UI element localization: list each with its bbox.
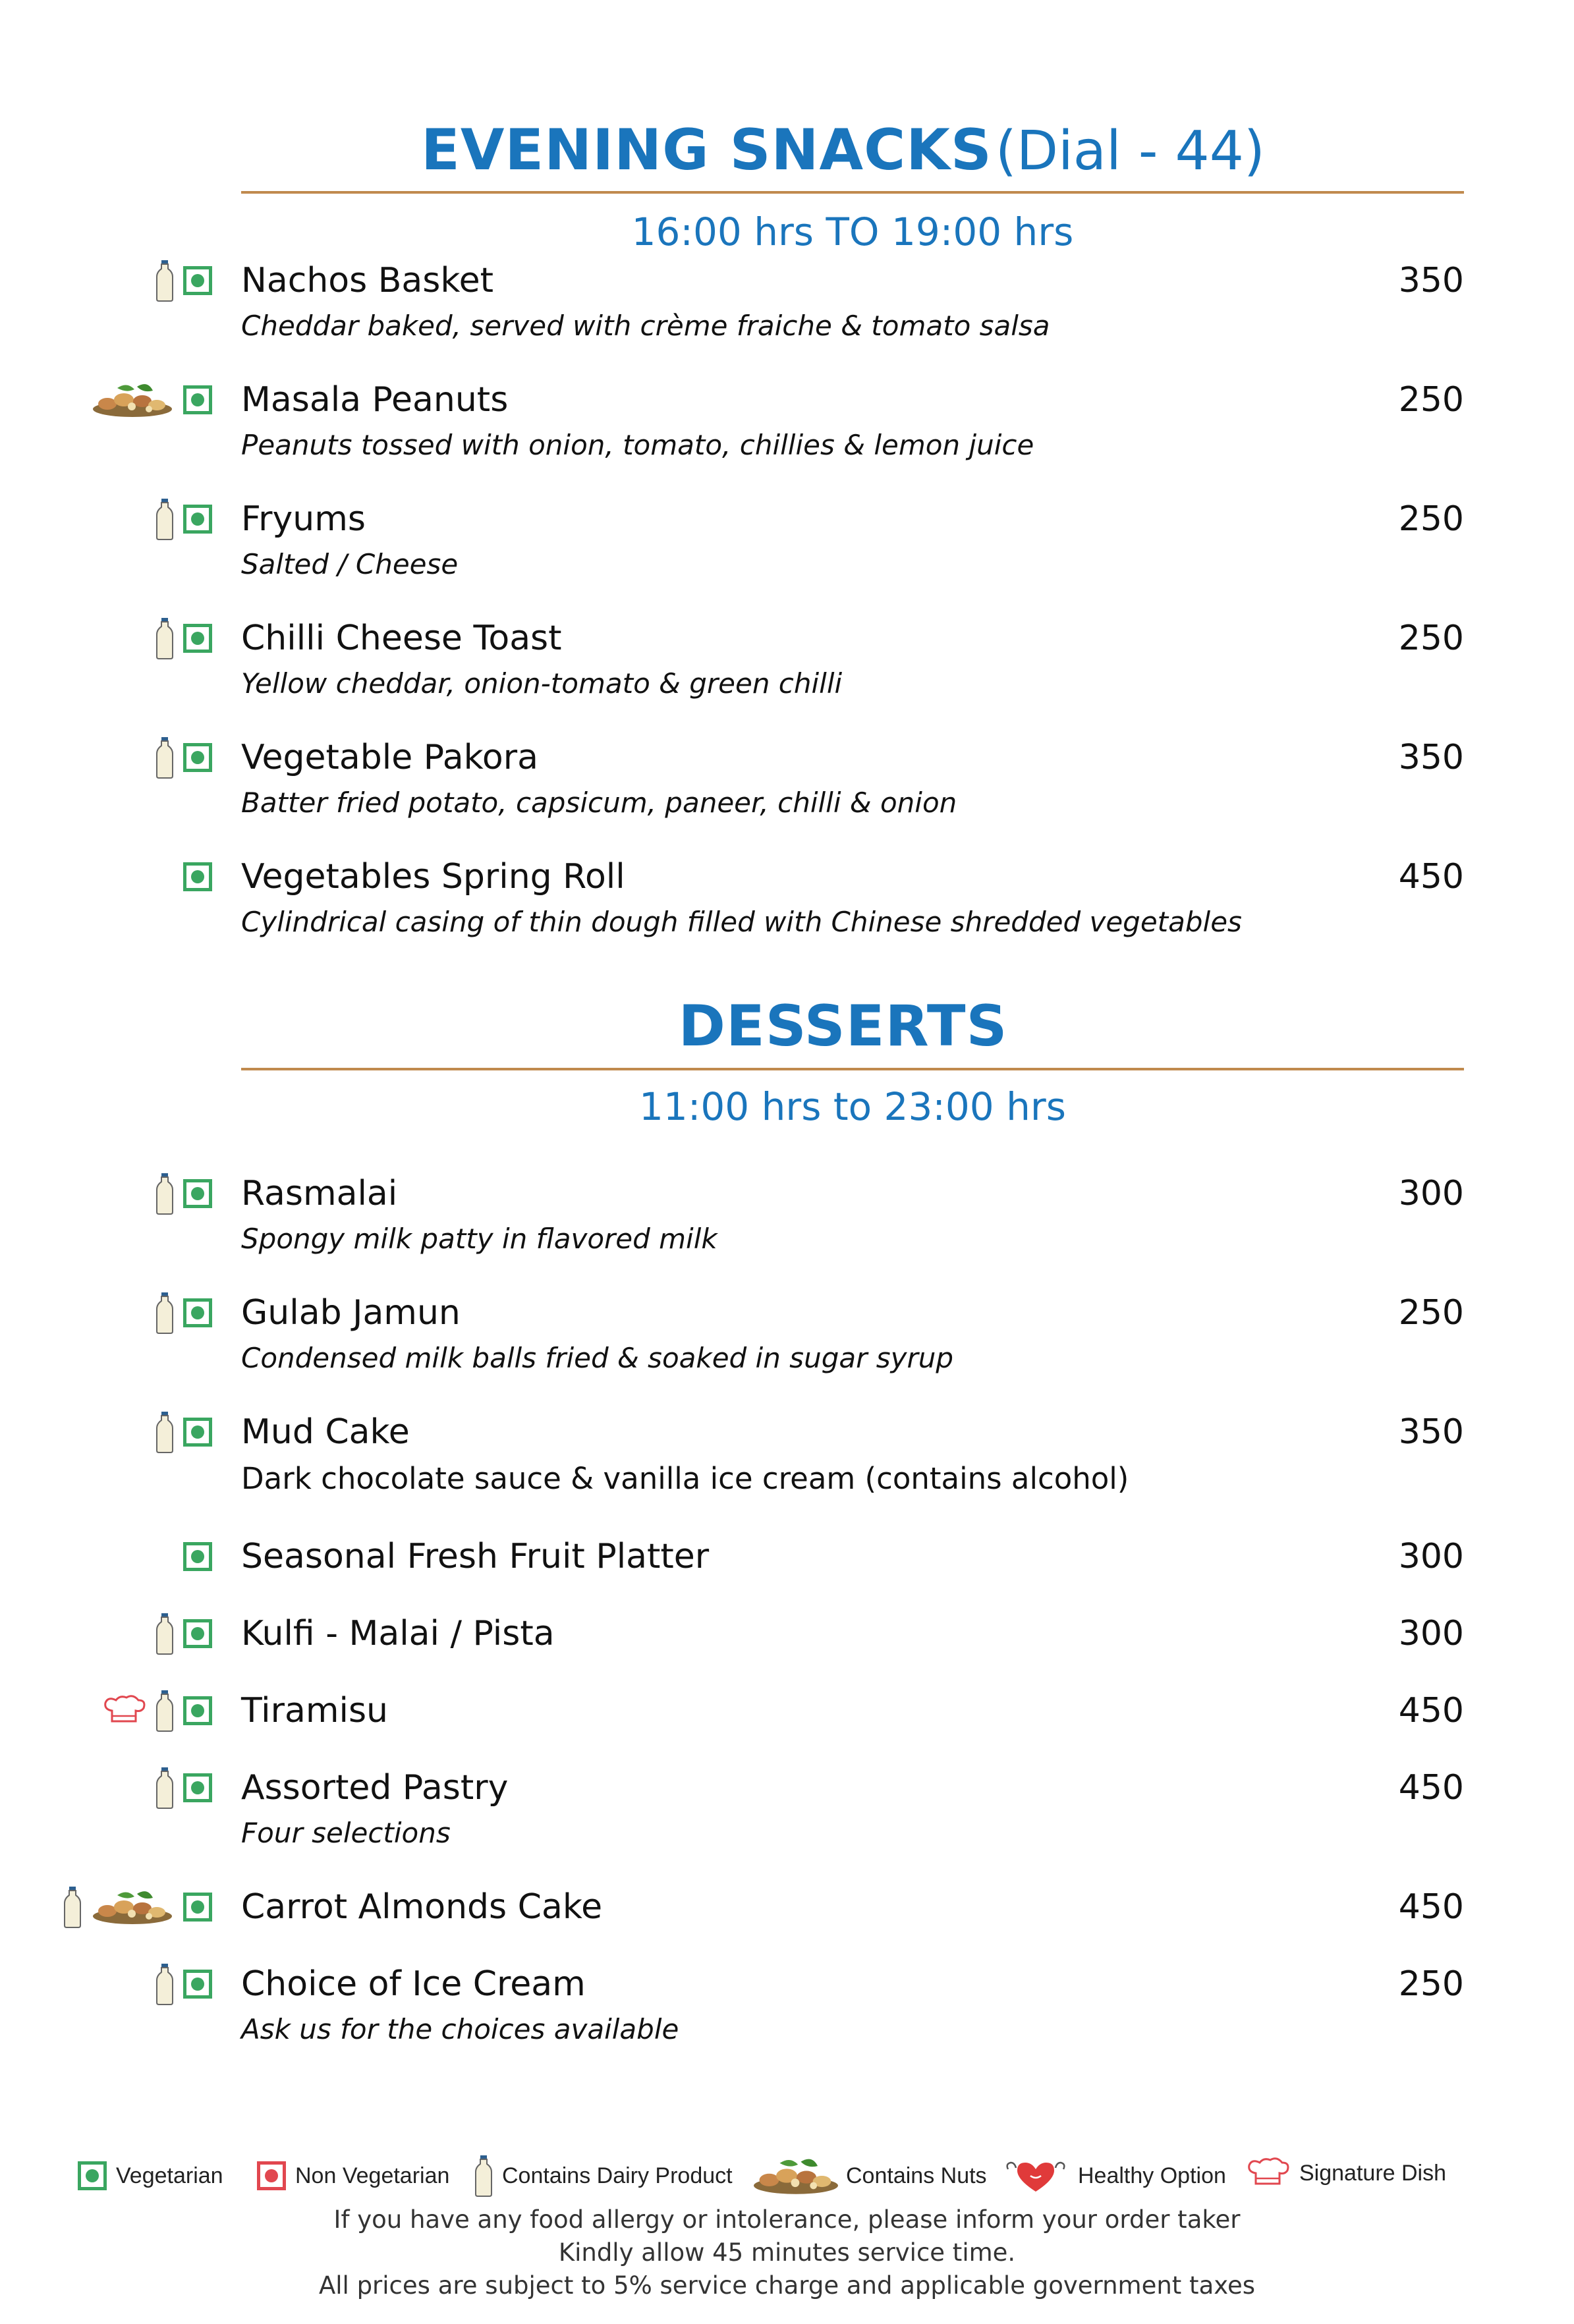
item-price: 250 bbox=[1398, 619, 1464, 658]
dairy-icon bbox=[155, 1292, 174, 1334]
legend-non-vegetarian bbox=[257, 2153, 449, 2199]
item-icons bbox=[155, 1292, 212, 1333]
legend-healthy bbox=[1003, 2153, 1226, 2199]
item-description: Batter fried potato, capsicum, paneer, chilli & onion bbox=[241, 787, 957, 819]
nuts-icon bbox=[91, 1887, 174, 1927]
legend bbox=[0, 2153, 1574, 2199]
item-name: Gulab Jamun bbox=[241, 1293, 461, 1333]
item-name: Kulfi - Malai / Pista bbox=[241, 1614, 555, 1653]
dairy-icon bbox=[155, 1963, 174, 2005]
snacks-hours: 16:00 hrs TO 19:00 hrs bbox=[631, 209, 1074, 254]
vegetarian-icon bbox=[183, 1970, 212, 1999]
dairy-icon bbox=[155, 1613, 174, 1655]
item-description: Condensed milk balls fried & soaked in sugar syrup bbox=[241, 1342, 953, 1374]
dairy-icon bbox=[155, 260, 174, 302]
item-name: Nachos Basket bbox=[241, 261, 494, 300]
item-icons bbox=[155, 1767, 212, 1808]
item-name: Mud Cake bbox=[241, 1412, 410, 1452]
item-description: Ask us for the choices available bbox=[241, 2013, 679, 2045]
item-icons bbox=[183, 856, 212, 897]
item-name: Assorted Pastry bbox=[241, 1768, 509, 1808]
desserts-title-strong: DESSERTS bbox=[678, 993, 1008, 1059]
legend-signature bbox=[1247, 2150, 1446, 2196]
item-price: 250 bbox=[1398, 380, 1464, 420]
legend-label: Healthy Option bbox=[1078, 2163, 1226, 2188]
dairy-icon bbox=[155, 1767, 174, 1809]
item-name: Masala Peanuts bbox=[241, 380, 509, 420]
vegetarian-icon bbox=[183, 1619, 212, 1648]
item-name: Tiramisu bbox=[241, 1691, 389, 1730]
legend-vegetarian bbox=[78, 2153, 223, 2199]
item-price: 450 bbox=[1398, 1691, 1464, 1730]
item-description: Four selections bbox=[241, 1817, 451, 1849]
snacks-title-dial: (Dial - 44) bbox=[995, 120, 1265, 182]
item-name: Rasmalai bbox=[241, 1174, 398, 1213]
item-price: 300 bbox=[1398, 1537, 1464, 1576]
item-name: Fryums bbox=[241, 499, 366, 539]
snacks-title-strong: EVENING SNACKS bbox=[421, 117, 992, 183]
item-price: 300 bbox=[1398, 1614, 1464, 1653]
item-price: 250 bbox=[1398, 1964, 1464, 2004]
item-price: 250 bbox=[1398, 1293, 1464, 1333]
item-description: Salted / Cheese bbox=[241, 548, 459, 580]
vegetarian-icon bbox=[183, 1696, 212, 1725]
item-name: Vegetables Spring Roll bbox=[241, 857, 625, 897]
item-price: 450 bbox=[1398, 1887, 1464, 1927]
allergy-notice: If you have any food allergy or intolerance, please inform your order taker bbox=[333, 2205, 1241, 2234]
item-icons bbox=[155, 1173, 212, 1214]
vegetarian-icon bbox=[183, 1298, 212, 1327]
vegetarian-icon bbox=[183, 624, 212, 653]
snacks-divider bbox=[241, 191, 1464, 194]
healthy-heart-icon bbox=[1003, 2157, 1069, 2194]
service-time-notice: Kindly allow 45 minutes service time. bbox=[558, 2238, 1016, 2267]
item-icons bbox=[155, 260, 212, 301]
item-icons bbox=[183, 1536, 212, 1577]
legend-nuts bbox=[750, 2153, 987, 2199]
item-icons bbox=[63, 1887, 212, 1927]
item-icons bbox=[155, 499, 212, 540]
item-icons bbox=[155, 1964, 212, 2005]
dairy-icon bbox=[474, 2155, 493, 2197]
signature-dish-icon bbox=[1247, 2157, 1290, 2189]
vegetarian-icon bbox=[78, 2161, 107, 2190]
item-description: Yellow cheddar, onion-tomato & green chilli bbox=[241, 667, 843, 700]
tax-notice: All prices are subject to 5% service charge and applicable government taxes bbox=[318, 2271, 1256, 2300]
vegetarian-icon bbox=[183, 385, 212, 414]
vegetarian-icon bbox=[183, 266, 212, 295]
dairy-icon bbox=[155, 1411, 174, 1453]
item-price: 350 bbox=[1398, 738, 1464, 777]
item-name: Seasonal Fresh Fruit Platter bbox=[241, 1537, 710, 1576]
vegetarian-icon bbox=[183, 505, 212, 534]
signature-dish-icon bbox=[103, 1695, 146, 1727]
item-name: Vegetable Pakora bbox=[241, 738, 538, 777]
legend-label: Non Vegetarian bbox=[295, 2163, 450, 2188]
snacks-title bbox=[0, 117, 1574, 183]
item-price: 250 bbox=[1398, 499, 1464, 539]
item-price: 450 bbox=[1398, 1768, 1464, 1808]
item-icons bbox=[155, 1412, 212, 1452]
item-description: Cheddar baked, served with crème fraiche & tomato salsa bbox=[241, 310, 1050, 342]
vegetarian-icon bbox=[183, 1893, 212, 1922]
legend-label: Signature Dish bbox=[1299, 2160, 1447, 2186]
item-icons bbox=[155, 618, 212, 659]
legend-label: Vegetarian bbox=[116, 2163, 223, 2188]
non-vegetarian-icon bbox=[257, 2161, 286, 2190]
vegetarian-icon bbox=[183, 743, 212, 772]
vegetarian-icon bbox=[183, 1542, 212, 1571]
item-price: 300 bbox=[1398, 1174, 1464, 1213]
legend-label: Contains Nuts bbox=[846, 2163, 987, 2188]
desserts-title bbox=[0, 993, 1574, 1059]
legend-label: Contains Dairy Product bbox=[502, 2163, 733, 2188]
dairy-icon bbox=[155, 1173, 174, 1215]
item-icons bbox=[155, 1613, 212, 1654]
item-price: 350 bbox=[1398, 261, 1464, 300]
dairy-icon bbox=[63, 1886, 82, 1928]
item-icons bbox=[155, 737, 212, 778]
vegetarian-icon bbox=[183, 1418, 212, 1447]
item-icons bbox=[103, 1690, 212, 1731]
item-description: Peanuts tossed with onion, tomato, chillies & lemon juice bbox=[241, 429, 1034, 461]
item-name: Choice of Ice Cream bbox=[241, 1964, 586, 2004]
item-price: 350 bbox=[1398, 1412, 1464, 1452]
dairy-icon bbox=[155, 1690, 174, 1732]
item-description: Dark chocolate sauce & vanilla ice cream (contains alcohol) bbox=[241, 1461, 1129, 1496]
item-name: Carrot Almonds Cake bbox=[241, 1887, 603, 1927]
desserts-hours: 11:00 hrs to 23:00 hrs bbox=[639, 1084, 1066, 1129]
dairy-icon bbox=[155, 498, 174, 540]
vegetarian-icon bbox=[183, 1773, 212, 1802]
dairy-icon bbox=[155, 617, 174, 659]
nuts-icon bbox=[91, 380, 174, 420]
item-name: Chilli Cheese Toast bbox=[241, 619, 562, 658]
vegetarian-icon bbox=[183, 1179, 212, 1208]
item-icons bbox=[91, 379, 212, 420]
item-price: 450 bbox=[1398, 857, 1464, 897]
vegetarian-icon bbox=[183, 862, 212, 891]
nuts-icon bbox=[750, 2155, 842, 2197]
dairy-icon bbox=[155, 736, 174, 779]
desserts-divider bbox=[241, 1068, 1464, 1070]
item-description: Spongy milk patty in flavored milk bbox=[241, 1223, 717, 1255]
legend-dairy bbox=[474, 2153, 733, 2199]
item-description: Cylindrical casing of thin dough filled with Chinese shredded vegetables bbox=[241, 906, 1242, 938]
